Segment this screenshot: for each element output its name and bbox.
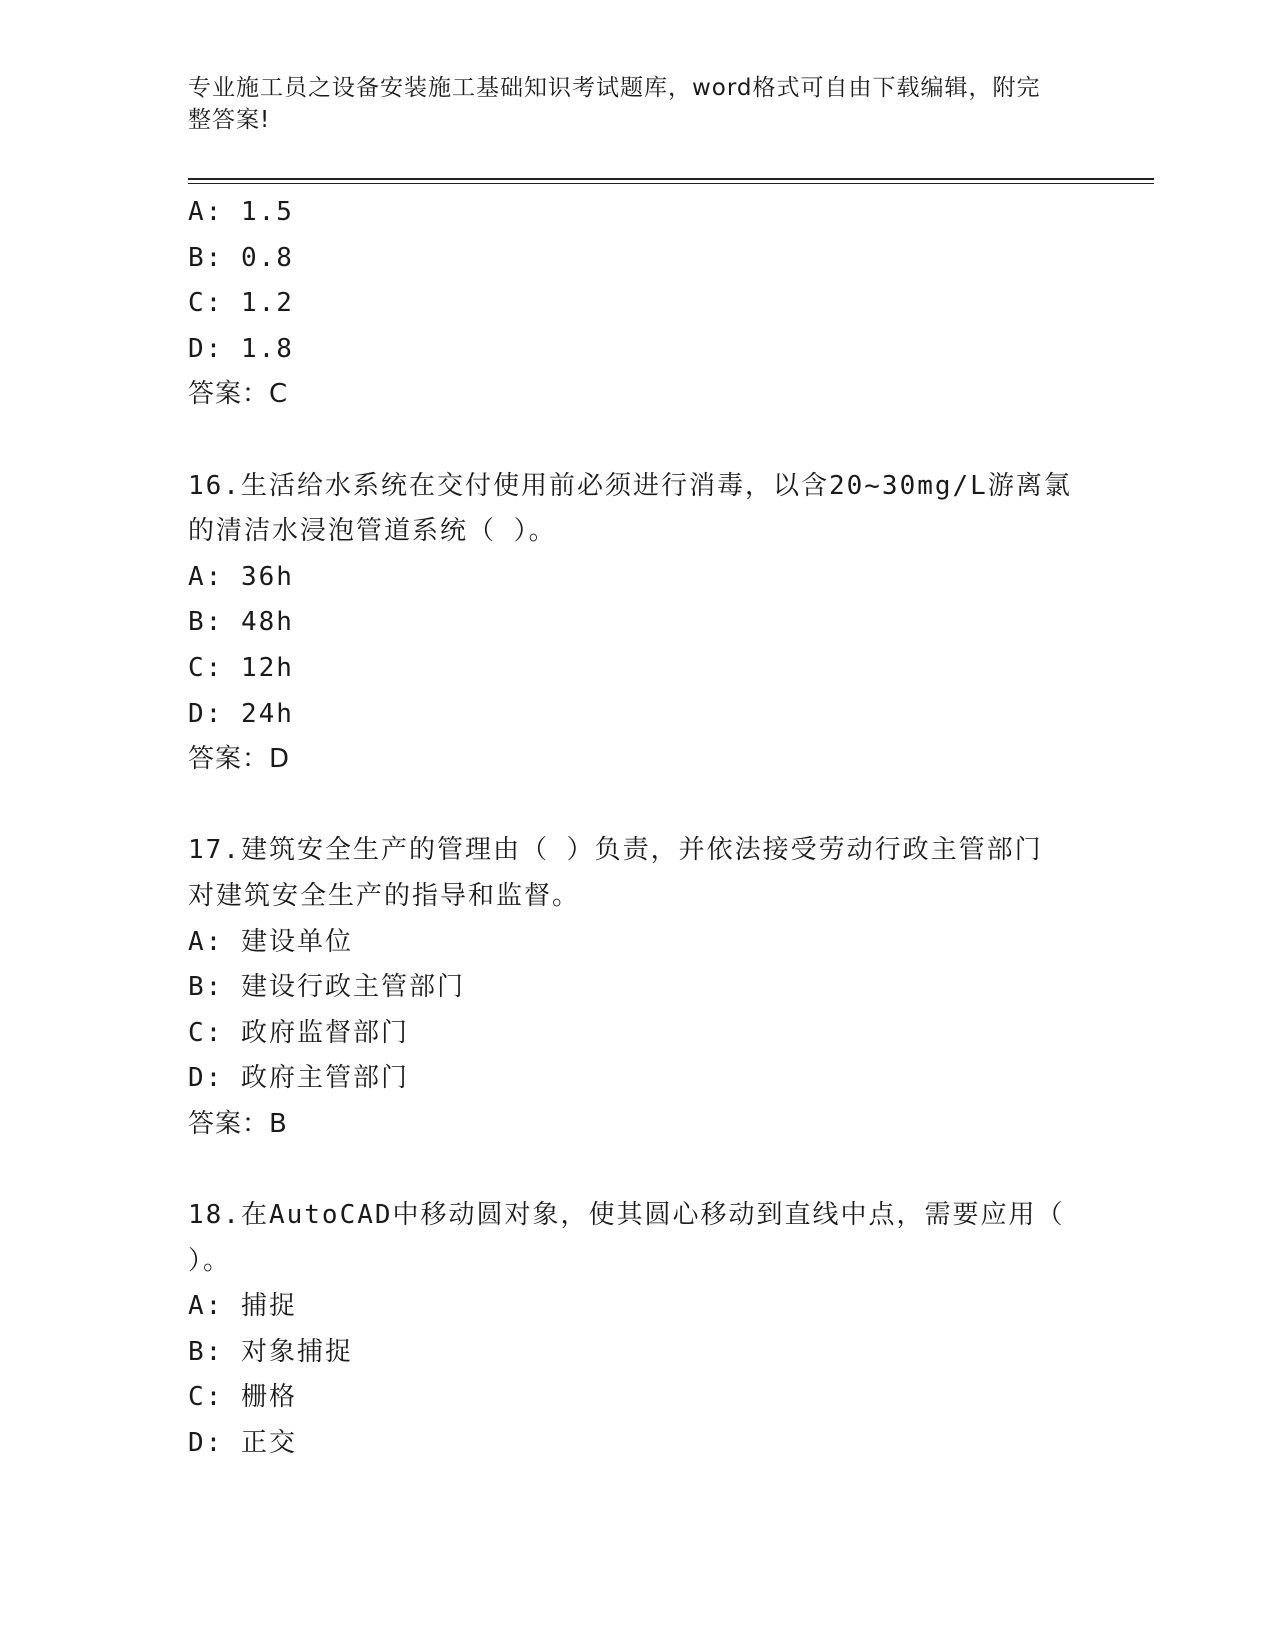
- answer-line: 答案：C: [188, 379, 289, 410]
- option-c: C: 政府监督部门: [188, 1017, 409, 1048]
- header-line-2: 整答案!: [188, 107, 271, 133]
- option-a: A: 捕捉: [188, 1291, 297, 1322]
- option-b: B: 对象捕捉: [188, 1336, 353, 1367]
- header-rule-top: [188, 178, 1154, 180]
- question-text-line-2: ）。: [188, 1245, 232, 1276]
- option-d: D: 1.8: [188, 333, 294, 364]
- option-a: A: 1.5: [188, 197, 294, 227]
- question-17: [188, 828, 1088, 1147]
- question-15-tail: [188, 190, 1088, 418]
- spacer: [188, 783, 1088, 829]
- question-text-line-2: 对建筑安全生产的指导和监督。: [188, 880, 581, 911]
- option-b: B: 建设行政主管部门: [188, 972, 465, 1003]
- option-a: A: 36h: [188, 561, 294, 592]
- question-text-line-2: 的清洁水浸泡管道系统（ ）。: [188, 516, 557, 547]
- option-d: D: 正交: [188, 1428, 297, 1459]
- question-text-line-1: 16.生活给水系统在交付使用前必须进行消毒，以含20~30mg/L游离氯: [188, 470, 1072, 501]
- option-c: C: 12h: [188, 652, 294, 683]
- option-c: C: 1.2: [188, 288, 294, 319]
- answer-line: 答案：D: [188, 744, 291, 775]
- option-a: A: 建设单位: [188, 926, 353, 957]
- header-line-1: 专业施工员之设备安装施工基础知识考试题库，word格式可自由下载编辑，附完: [188, 75, 1041, 101]
- option-d: D: 24h: [188, 698, 294, 729]
- spacer: [188, 1147, 1088, 1193]
- option-c: C: 栅格: [188, 1382, 297, 1413]
- option-d: D: 政府主管部门: [188, 1063, 409, 1094]
- question-text-line-1: 18.在AutoCAD中移动圆对象，使其圆心移动到直线中点，需要应用（: [188, 1200, 1065, 1231]
- question-text-line-1: 17.建筑安全生产的管理由（ ）负责，并依法接受劳动行政主管部门: [188, 835, 1043, 866]
- question-18: [188, 1193, 1088, 1467]
- question-16: [188, 464, 1088, 783]
- question-list: [188, 190, 1088, 1467]
- spacer: [188, 418, 1088, 464]
- option-b: B: 0.8: [188, 242, 294, 273]
- answer-line: 答案：B: [188, 1108, 288, 1139]
- document-header: [188, 72, 1068, 136]
- option-b: B: 48h: [188, 607, 294, 638]
- header-rule-bottom: [188, 183, 1154, 184]
